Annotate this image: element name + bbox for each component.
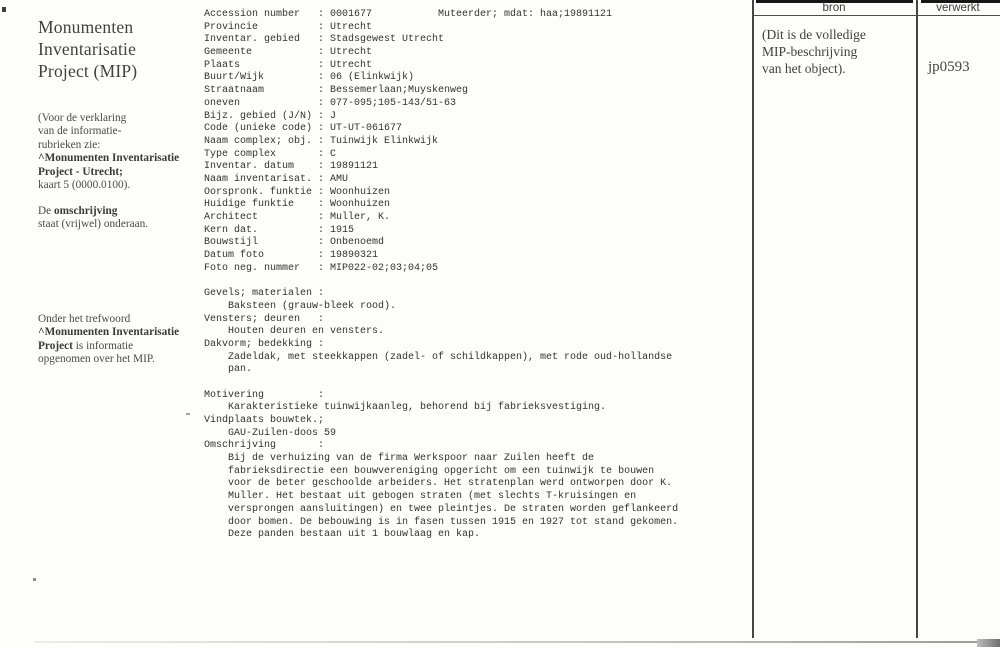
field-label: Gemeente bbox=[204, 47, 253, 59]
field-separator: : bbox=[318, 59, 325, 71]
field-value: 19891121 bbox=[330, 161, 379, 173]
field-separator: : bbox=[318, 47, 325, 59]
section-label: Gevels; materialen bbox=[204, 288, 313, 300]
muteerder-separator: : bbox=[528, 9, 535, 20]
section-text-line: GAU-Zuilen-doos 59 bbox=[228, 427, 337, 439]
sidebar-note-text: Project bbox=[38, 339, 73, 352]
sidebar-note-text: ^Monumenten Inventarisatie bbox=[38, 152, 180, 165]
field-separator: : bbox=[318, 97, 325, 109]
table-vertical-rule-left bbox=[752, 0, 754, 638]
sidebar-note-text: opgenomen over het MIP. bbox=[38, 353, 155, 366]
title-line: Monumenten bbox=[38, 17, 134, 37]
muteerder-value: haa;19891121 bbox=[540, 9, 613, 20]
sidebar-note-text: staat (vrijwel) onderaan. bbox=[38, 218, 149, 231]
section-header bbox=[204, 339, 749, 352]
section-label: Dakvorm; bedekking bbox=[204, 338, 313, 350]
sidebar-note-text: kaart 5 (0000.0100). bbox=[38, 179, 131, 192]
section-header bbox=[204, 390, 749, 403]
sidebar-note-text: De bbox=[38, 205, 54, 217]
record-field-row bbox=[204, 263, 749, 276]
field-separator: : bbox=[318, 110, 325, 122]
scan-artifact bbox=[186, 413, 190, 415]
record-field-row bbox=[204, 111, 749, 124]
sidebar-note-text: Onder het trefwoord bbox=[38, 313, 131, 325]
field-value: Bessemerlaan;Muyskenweg bbox=[330, 85, 469, 97]
field-separator: : bbox=[318, 161, 325, 173]
field-value: UT-UT-061677 bbox=[330, 123, 403, 135]
section-text-line: voor de beter geschoolde arbeiders. Het stratenplan werd ontworpen door K. bbox=[228, 478, 673, 490]
section-text-line: Houten deuren en vensters. bbox=[228, 326, 385, 338]
section-text-line: Deze panden bestaan uit 1 bouwlaag en kap. bbox=[228, 529, 481, 541]
field-separator: : bbox=[318, 34, 325, 46]
source-note-line: (Dit is de volledige bbox=[762, 27, 866, 42]
field-label: Oorspronk. funktie bbox=[204, 186, 313, 198]
field-separator: : bbox=[318, 212, 325, 223]
field-value: J bbox=[330, 110, 337, 122]
sidebar-note bbox=[38, 112, 186, 192]
section-separator: ; bbox=[318, 415, 325, 426]
record-field-row bbox=[204, 187, 749, 200]
section-header bbox=[204, 314, 749, 327]
record-field-row bbox=[204, 9, 749, 22]
record-field-row bbox=[204, 250, 749, 263]
record-field-row bbox=[204, 123, 749, 136]
blank-line bbox=[204, 275, 749, 288]
field-label: Naam inventarisat. bbox=[204, 173, 313, 185]
section-label: Motivering bbox=[204, 389, 265, 401]
section-text-line: Bij de verhuizing van de firma Werkspoor naar Zuilen heeft de bbox=[228, 453, 595, 465]
record-text bbox=[204, 9, 749, 542]
section-text-line: pan. bbox=[228, 364, 253, 376]
sidebar-note-text: rubrieken zie: bbox=[38, 138, 101, 151]
title-line: Project (MIP) bbox=[38, 61, 138, 81]
scan-artifact bbox=[2, 7, 6, 12]
record-field-row bbox=[204, 85, 749, 98]
field-label: Accession number bbox=[204, 9, 301, 20]
record-field-row bbox=[204, 22, 749, 35]
section-text-line: Karakteristieke tuinwijkaanleg, behorend bij fabrieksvestiging. bbox=[228, 402, 607, 414]
source-note-line: van het object). bbox=[762, 61, 846, 77]
record-field-row bbox=[204, 161, 749, 174]
page-title bbox=[38, 16, 137, 82]
title-line: Inventarisatie bbox=[38, 39, 137, 59]
record-field-row bbox=[204, 47, 749, 60]
record-field-row bbox=[204, 225, 749, 238]
bron-column-header: bron bbox=[822, 2, 846, 14]
field-separator: : bbox=[318, 199, 325, 211]
record-field-row bbox=[204, 149, 749, 162]
section-separator: : bbox=[318, 338, 325, 350]
field-value: C bbox=[330, 148, 337, 160]
sidebar-note-text: Project - Utrecht; bbox=[38, 165, 123, 178]
sidebar-note-text: omschrijving bbox=[54, 205, 118, 217]
section-header bbox=[204, 440, 749, 453]
muteerder-label: Muteerder; mdat bbox=[438, 9, 529, 20]
field-separator: : bbox=[318, 224, 325, 236]
sidebar-note-line bbox=[38, 152, 186, 165]
field-value: 06 (Elinkwijk) bbox=[330, 72, 415, 84]
sidebar-note-line bbox=[38, 353, 186, 366]
field-value: Stadsgewest Utrecht bbox=[330, 34, 445, 46]
field-value: AMU bbox=[330, 173, 349, 185]
field-value: Utrecht bbox=[330, 21, 373, 33]
field-label: Naam complex; obj. bbox=[204, 135, 313, 147]
sidebar-note-line bbox=[38, 326, 186, 339]
field-label: Code (unieke code) bbox=[204, 123, 313, 135]
field-label: Straatnaam bbox=[204, 85, 265, 97]
field-value: Muller, K. bbox=[330, 212, 391, 223]
record-field-row bbox=[204, 72, 749, 85]
section-text-line: Zadeldak, met steekkappen (zadel- of schildkappen), met rode oud-hollandse bbox=[228, 351, 673, 363]
source-note-line: MIP-beschrijving bbox=[762, 44, 858, 60]
sidebar-note-line bbox=[38, 205, 186, 218]
sidebar-note-text: van de informatie- bbox=[38, 125, 122, 138]
section-header bbox=[204, 415, 749, 428]
section-separator: : bbox=[318, 389, 325, 401]
record-field-row bbox=[204, 34, 749, 47]
field-value: Utrecht bbox=[330, 47, 373, 59]
record-field-row bbox=[204, 237, 749, 250]
field-separator: : bbox=[318, 173, 325, 185]
field-label: Huidige funktie bbox=[204, 199, 295, 211]
field-value: Utrecht bbox=[330, 59, 373, 71]
sidebar-note bbox=[38, 313, 186, 367]
field-separator: : bbox=[318, 237, 325, 249]
field-separator: : bbox=[318, 9, 325, 20]
section-separator: : bbox=[318, 288, 325, 300]
field-label: Inventar. gebied bbox=[204, 34, 301, 46]
sidebar-note-text: (Voor de verklaring bbox=[38, 112, 127, 124]
section-label: Omschrijving bbox=[204, 440, 277, 452]
field-value: Tuinwijk Elinkwijk bbox=[330, 135, 439, 147]
record-field-row bbox=[204, 212, 749, 225]
field-label: Type complex bbox=[204, 148, 277, 160]
scan-artifact bbox=[977, 639, 1000, 647]
page-bottom-edge bbox=[34, 641, 1000, 643]
field-label: Buurt/Wijk bbox=[204, 72, 265, 84]
scan-artifact bbox=[33, 578, 36, 581]
section-text-line: Muller. Het bestaat uit gebogen straten (met slechts T-kruisingen en bbox=[228, 491, 637, 503]
sidebar-note-line bbox=[38, 125, 186, 138]
table-vertical-rule-middle bbox=[916, 0, 918, 638]
section-header bbox=[204, 288, 749, 301]
field-label: oneven bbox=[204, 97, 241, 109]
field-value: Onbenoemd bbox=[330, 237, 385, 249]
sidebar-note-line bbox=[38, 179, 186, 192]
sidebar-note-text: ^Monumenten Inventarisatie bbox=[38, 326, 180, 339]
source-note bbox=[762, 26, 912, 78]
field-separator: : bbox=[318, 123, 325, 135]
sidebar-note-line bbox=[38, 166, 186, 179]
field-label: Datum foto bbox=[204, 250, 265, 262]
section-text-line: fabrieksdirectie een bouwvereniging opgericht om een tuinwijk te bouwen bbox=[228, 465, 655, 477]
sidebar-note-line bbox=[38, 139, 186, 152]
section-text-line: versprongen aansluitingen) en twee pleintjes. De straten worden geflankeerd bbox=[228, 503, 679, 515]
field-label: Inventar. datum bbox=[204, 161, 295, 173]
field-value: Woonhuizen bbox=[330, 199, 391, 211]
field-label: Architect bbox=[204, 212, 259, 223]
field-separator: : bbox=[318, 85, 325, 97]
field-value: 077-095;105-143/51-63 bbox=[330, 97, 457, 109]
table-header-underline bbox=[752, 15, 1000, 16]
field-separator: : bbox=[318, 262, 325, 274]
sidebar-note-line bbox=[38, 218, 186, 231]
record-field-row bbox=[204, 174, 749, 187]
record-field-row bbox=[204, 98, 749, 111]
blank-line bbox=[204, 377, 749, 390]
field-label: Kern dat. bbox=[204, 224, 259, 236]
sidebar bbox=[38, 0, 186, 649]
section-separator: : bbox=[318, 440, 325, 452]
field-label: Provincie bbox=[204, 21, 259, 33]
field-label: Foto neg. nummer bbox=[204, 262, 301, 274]
field-separator: : bbox=[318, 135, 325, 147]
sidebar-note bbox=[38, 205, 186, 232]
field-separator: : bbox=[318, 21, 325, 33]
field-label: Bijz. gebied (J/N) bbox=[204, 110, 313, 122]
record-field-row bbox=[204, 199, 749, 212]
sidebar-note-line bbox=[38, 340, 186, 353]
field-separator: : bbox=[318, 72, 325, 84]
field-value: 0001677 bbox=[330, 9, 373, 20]
sidebar-note-line bbox=[38, 112, 186, 125]
verwerkt-code: jp0593 bbox=[928, 59, 970, 75]
field-value: Woonhuizen bbox=[330, 186, 391, 198]
section-label: Vensters; deuren bbox=[204, 313, 301, 325]
field-label: Bouwstijl bbox=[204, 237, 259, 249]
field-separator: : bbox=[318, 250, 325, 262]
verwerkt-column-header: verwerkt bbox=[936, 2, 980, 14]
section-text-line: Baksteen (grauw-bleek rood). bbox=[228, 300, 397, 312]
sidebar-note-line bbox=[38, 313, 186, 326]
record-field-row bbox=[204, 60, 749, 73]
section-label: Vindplaats bouwtek. bbox=[204, 415, 319, 426]
field-separator: : bbox=[318, 148, 325, 160]
record-field-row bbox=[204, 136, 749, 149]
field-value: 19890321 bbox=[330, 250, 379, 262]
field-value: MIP022-02;03;04;05 bbox=[330, 262, 439, 274]
section-text-line: door bomen. De bebouwing is in fasen tussen 1915 en 1927 tot stand gekomen. bbox=[228, 516, 679, 528]
field-separator: : bbox=[318, 186, 325, 198]
field-label: Plaats bbox=[204, 59, 241, 71]
section-separator: : bbox=[318, 313, 325, 325]
field-value: 1915 bbox=[330, 224, 355, 236]
sidebar-note-text: is informatie bbox=[72, 339, 134, 352]
